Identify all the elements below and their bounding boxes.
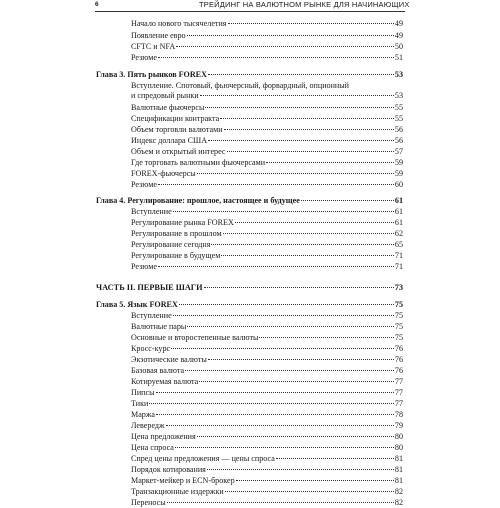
dot-leader — [158, 266, 394, 267]
toc-entry-page: 55 — [394, 103, 403, 112]
dot-leader — [205, 107, 394, 108]
toc-entry — [131, 180, 403, 190]
toc-entry-title: Появление евро — [131, 31, 186, 40]
dot-leader — [200, 95, 394, 96]
toc-entry-page: 49 — [394, 19, 403, 28]
toc-entry-page: 59 — [394, 158, 403, 167]
toc-chapter-page: 53 — [394, 70, 403, 79]
toc-entry-title: Регулирование в будущем — [131, 251, 221, 260]
dot-leader — [179, 304, 394, 305]
toc-entry-title: Спред цены предложения — цены спроса — [131, 454, 275, 463]
toc-entry-page: 51 — [394, 53, 403, 62]
toc-entry-page: 77 — [394, 399, 403, 408]
toc-entry — [131, 476, 403, 486]
dot-leader — [207, 469, 394, 470]
toc-entry — [131, 410, 403, 420]
toc-entry — [131, 344, 403, 354]
toc-entry-title: Резюме — [131, 262, 157, 271]
toc-entry — [131, 91, 403, 101]
dot-leader — [208, 359, 394, 360]
toc-entry — [131, 355, 403, 365]
toc-entry-page: 81 — [394, 465, 403, 474]
toc-entry — [131, 399, 403, 409]
toc-entry — [131, 158, 403, 168]
toc-entry-page: 80 — [394, 432, 403, 441]
dot-leader — [266, 162, 394, 163]
toc-entry-page: 60 — [394, 180, 403, 189]
dot-leader — [187, 35, 394, 36]
toc-entry — [131, 443, 403, 453]
toc-entry-title: Базовая валюта — [131, 366, 185, 375]
toc-entry — [131, 487, 403, 497]
dot-leader — [228, 23, 394, 24]
toc-entry — [131, 147, 403, 157]
toc-entry — [131, 366, 403, 376]
toc-entry-title: Вступление — [131, 207, 172, 216]
toc-entry-title: Пипсы — [131, 388, 155, 397]
toc-entry — [131, 251, 403, 261]
toc-part — [96, 283, 403, 293]
toc-entry-title: Регулирование сегодня — [131, 240, 211, 249]
dot-leader — [171, 348, 394, 349]
dot-leader — [235, 222, 394, 223]
toc-entry — [131, 388, 403, 398]
dot-leader — [199, 381, 394, 382]
toc-entry-title: Котируемая валюта — [131, 377, 199, 386]
toc-chapter-page: 61 — [394, 196, 403, 205]
toc-entry-page: 71 — [394, 262, 403, 271]
dot-leader — [173, 211, 394, 212]
toc-entry — [131, 240, 403, 250]
dot-leader — [223, 233, 394, 234]
toc-entry-page: 80 — [394, 443, 403, 452]
toc-entry-page: 56 — [394, 125, 403, 134]
dot-leader — [225, 491, 394, 492]
toc-entry — [131, 42, 403, 52]
toc-entry — [131, 311, 403, 321]
toc-entry — [131, 262, 403, 272]
toc-entry-page: 77 — [394, 377, 403, 386]
dot-leader — [224, 129, 394, 130]
toc-entry-title: Основные и второстепенные валюты — [131, 333, 259, 342]
toc-entry-title: Левередж — [131, 421, 165, 430]
header-rule — [95, 11, 405, 12]
toc-entry — [131, 454, 403, 464]
dot-leader — [301, 200, 394, 201]
toc-entry-title: Объем и открытый интерес — [131, 147, 226, 156]
toc-entry — [131, 377, 403, 387]
toc-chapter — [96, 70, 403, 80]
toc-entry-page: 57 — [394, 147, 403, 156]
toc-entry-title: Объем торговли валютами — [131, 125, 223, 134]
toc-entry — [131, 136, 403, 146]
toc-entry-title: Спецификации контракта — [131, 114, 220, 123]
toc-entry-page: 53 — [394, 91, 403, 100]
dot-leader — [158, 57, 394, 58]
dot-leader — [185, 370, 394, 371]
toc-part-title: ЧАСТЬ II. ПЕРВЫЕ ШАГИ — [96, 283, 203, 292]
toc-entry-title: Цена предложения — [131, 432, 196, 441]
toc-entry-page: 71 — [394, 251, 403, 260]
dot-leader — [156, 414, 394, 415]
toc-chapter — [96, 196, 403, 206]
dot-leader — [187, 326, 394, 327]
toc-entry-title: CFTC и NFA — [131, 42, 176, 51]
toc-chapter — [96, 300, 403, 310]
toc-entry — [131, 125, 403, 135]
toc-entry-title: FOREX-фьючерсы — [131, 169, 196, 178]
dot-leader — [211, 244, 393, 245]
toc-entry-page: 65 — [394, 240, 403, 249]
toc-entry-title: Валютные пары — [131, 322, 187, 331]
dot-leader — [236, 480, 394, 481]
toc-chapter-title: Глава 5. Язык FOREX — [96, 300, 178, 309]
toc-entry-title-line1: Вступление. Спотовый, фьючерсный, форвардный, опционный — [131, 81, 350, 90]
dot-leader — [259, 337, 393, 338]
dot-leader — [227, 151, 394, 152]
dot-leader — [167, 502, 394, 503]
dot-leader — [208, 74, 394, 75]
toc-entry-title: Кросс-курс — [131, 344, 171, 353]
toc-entry-page: 82 — [394, 498, 403, 507]
dot-leader — [221, 255, 394, 256]
toc-entry — [131, 31, 403, 41]
toc-entry — [131, 465, 403, 475]
toc-entry-page: 76 — [394, 355, 403, 364]
toc-entry-title: Экзотические валюты — [131, 355, 207, 364]
toc-entry-title: Вступление — [131, 311, 172, 320]
toc-entry-title-line2: и спредовый рынки — [131, 91, 199, 100]
toc-entry-title: Где торговать валютными фьючерсами — [131, 158, 266, 167]
toc-entry-title: Регулирование в прошлом — [131, 229, 222, 238]
dot-leader — [158, 184, 394, 185]
toc-entry — [131, 421, 403, 431]
dot-leader — [204, 287, 394, 288]
toc-entry-title: Тики — [131, 399, 149, 408]
toc-entry-page: 49 — [394, 31, 403, 40]
toc-entry-page: 50 — [394, 42, 403, 51]
toc-entry-title: Резюме — [131, 180, 157, 189]
dot-leader — [173, 315, 394, 316]
toc-chapter-page: 75 — [394, 300, 403, 309]
dot-leader — [208, 140, 394, 141]
dot-leader — [197, 436, 394, 437]
toc-entry — [131, 169, 403, 179]
toc-entry-page: 77 — [394, 388, 403, 397]
toc-entry — [131, 229, 403, 239]
toc-entry-page: 61 — [394, 218, 403, 227]
toc-entry-page: 56 — [394, 136, 403, 145]
toc-chapter-title: Глава 3. Пять рынков FOREX — [96, 70, 207, 79]
toc-entry — [131, 103, 403, 113]
toc-entry — [131, 207, 403, 217]
toc-entry-page: 82 — [394, 487, 403, 496]
toc-entry — [131, 432, 403, 442]
toc-entry — [131, 333, 403, 343]
toc-entry-title: Резюме — [131, 53, 157, 62]
toc-entry-title: Цена спроса — [131, 443, 174, 452]
toc-entry-title: Переносы — [131, 498, 166, 507]
dot-leader — [156, 392, 394, 393]
toc-chapter-title: Глава 4. Регулирование: прошлое, настоящее и будущее — [96, 196, 300, 205]
page-header — [0, 0, 500, 12]
toc-entry-page: 55 — [394, 114, 403, 123]
toc-entry-title: Маржа — [131, 410, 156, 419]
toc-entry-page: 75 — [394, 311, 403, 320]
toc-entry — [131, 53, 403, 63]
toc-entry-title: Порядок котирования — [131, 465, 206, 474]
toc-entry-page: 76 — [394, 344, 403, 353]
dot-leader — [166, 425, 394, 426]
toc-entry-page: 81 — [394, 454, 403, 463]
toc-entry-title: Индекс доллара США — [131, 136, 208, 145]
running-title: ТРЕЙДИНГ НА ВАЛЮТНОМ РЫНКЕ ДЛЯ НАЧИНАЮЩИХ — [199, 0, 410, 9]
dot-leader — [276, 458, 394, 459]
toc-entry-title: Регулирование рынка FOREX — [131, 218, 234, 227]
dot-leader — [149, 403, 394, 404]
toc-entry — [131, 218, 403, 228]
dot-leader — [220, 118, 394, 119]
toc-entry-page: 59 — [394, 169, 403, 178]
toc-entry — [131, 322, 403, 332]
toc-entry-title: Начало нового тысячелетия — [131, 19, 227, 28]
toc-entry — [131, 114, 403, 124]
dot-leader — [176, 46, 394, 47]
toc-entry-title: Маркет-мейкер и ECN-брокер — [131, 476, 235, 485]
toc-part-page: 73 — [394, 283, 403, 292]
toc-entry-page: 81 — [394, 476, 403, 485]
toc-entry-page: 79 — [394, 421, 403, 430]
toc-entry — [131, 19, 403, 29]
toc-entry-title: Валютные фьючерсы — [131, 103, 205, 112]
toc-entry-page: 75 — [394, 322, 403, 331]
toc-entry-page: 62 — [394, 229, 403, 238]
toc-entry-page: 78 — [394, 410, 403, 419]
toc-entry-title: Транзакционные издержки — [131, 487, 224, 496]
toc-entry-page: 75 — [394, 333, 403, 342]
dot-leader — [197, 173, 394, 174]
page-number: 6 — [95, 1, 99, 8]
dot-leader — [175, 447, 394, 448]
toc-entry-page: 76 — [394, 366, 403, 375]
toc-entry-page: 61 — [394, 207, 403, 216]
